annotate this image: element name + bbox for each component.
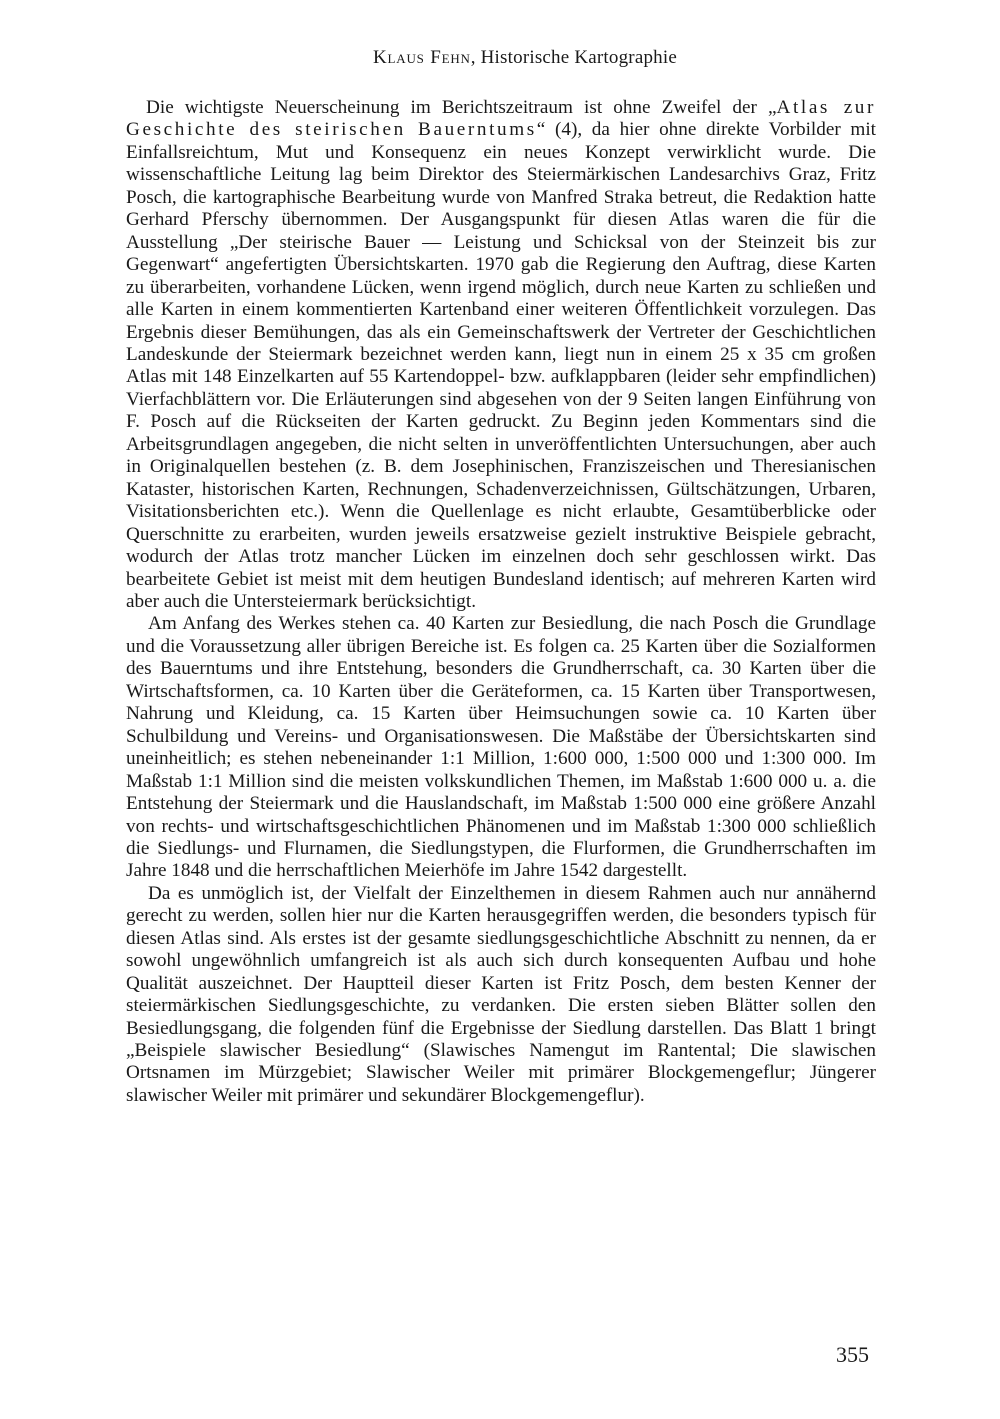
running-head-separator: , (470, 47, 481, 68)
paragraph (126, 97, 876, 613)
paragraph: Am Anfang des Werkes stehen ca. 40 Karten zur Besiedlung, die nach Posch die Grundlage und die Voraussetzung aller übrigen Bereiche ist. Es folgen ca. 25 Karten über die Sozialformen des Bauerntums und ihre Entstehung, besonders die Grundherrschaft, ca. 30 Karten über die Wirtschaftsformen, ca. 10 Karten über die Geräteformen, ca. 15 Karten über Transportwesen, Nahrung und Kleidung, ca. 15 Karten über Heimsuchungen sowie ca. 10 Karten über Schulbildung und Vereins- und Organisationswesen. Die Maßstäbe der Übersichtskarten sind uneinheitlich; es stehen nebeneinander 1:1 Million, 1:600 000, 1:500 000 und 1:300 000. Im Maßstab 1:1 Million sind die meisten volkskundlichen Themen, im Maßstab 1:600 000 u. a. die Entstehung der Steiermark und die Hauslandschaft, im Maßstab 1:500 000 eine größere Anzahl von rechts- und wirtschaftsgeschichtlichen Phänomenen und im Maßstab 1:300 000 schließlich die Siedlungs- und Flurnamen, die Siedlungstypen, die Flurformen, die Grundherrschaften im Jahre 1848 und die herrschaftlichen Meierhöfe im Jahre 1542 dargestellt. (126, 613, 876, 882)
body-text (126, 97, 876, 1107)
atlas-title-emphasis: Atlas zur Geschichte des steirischen Bauerntums (126, 97, 876, 141)
running-head-author: Klaus Fehn (373, 47, 471, 68)
paragraph-rest: “ (4), da hier ohne direkte Vorbilder mit Einfallsreichtum, Mut und Konsequenz ein neues Konzept verwirklicht wurde. Die wissenschaftliche Leitung lag beim Direktor des Steiermärkischen Landesarchivs Graz, Fritz Posch, die kartographische Bearbeitung wurde von Manfred Straka betreut, die Redaktion hatte Gerhard Pferschy übernommen. Der Ausgangspunkt für diesen Atlas waren die für die Ausstellung „Der steirische Bauer — Leistung und Schicksal von der Steinzeit bis zur Gegenwart“ angefertigten Übersichtskarten. 1970 gab die Regierung den Auftrag, diese Karten zu überarbeiten, vorhandene Lücken, wenn irgend möglich, durch neue Karten zu schließen und alle Karten in einem kommentierten Kartenband einer weiteren Öffentlichkeit vorzulegen. Das Ergebnis dieser Bemühungen, das als ein Gemeinschaftswerk der Vertreter der Geschichtlichen Landeskunde der Steiermark bezeichnet werden kann, liegt nun in einem 25 x 35 cm großen Atlas mit 148 Einzelkarten auf 55 Kartendoppel- bzw. aufklappbaren (leider sehr empfindlichen) Vierfachblättern vor. Die Erläuterungen sind abgesehen von der 9 Seiten langen Einführung von F. Posch auf die Rückseiten der Karten gedruckt. Zu Beginn jeden Kommentars sind die Arbeitsgrundlagen angegeben, die nicht selten in unveröffentlichten Untersuchungen, aber auch in Originalquellen bestehen (z. B. dem Josephinischen, Franziszeischen und Theresianischen Kataster, historischen Karten, Rechnungen, Schadenverzeichnissen, Gültschätzungen, Urbaren, Visitationsberichten etc.). Wenn die Quellenlage es nicht erlaubte, Gesamtüberblicke oder Querschnitte zu erarbeiten, wurden jeweils ersatzweise gezielt instruktive Beispiele gebracht, wodurch der Atlas trotz mancher Lücken im einzelnen doch sehr geschlossen wirkt. Das bearbeitete Gebiet ist meist mit dem heutigen Bundesland identisch; auf mehreren Karten wird aber auch die Untersteiermark berücksichtigt. (126, 119, 877, 612)
page-number: 355 (836, 1342, 869, 1367)
paragraph-lead: Die wichtigste Neuerscheinung im Berichtszeitraum ist ohne Zweifel der „ (146, 97, 777, 118)
running-head (0, 47, 1000, 69)
running-head-title: Historische Kartographie (480, 47, 677, 68)
paragraph: Da es unmöglich ist, der Vielfalt der Einzelthemen in diesem Rahmen auch nur annähernd gerecht zu werden, sollen hier nur die Karten herausgegriffen werden, die besonders typisch für diesen Atlas sind. Als erstes ist der gesamte siedlungsgeschichtliche Abschnitt zu nennen, da er sowohl ungewöhnlich umfangreich ist als auch sich durch konsequenten Aufbau und hohe Qualität auszeichnet. Der Hauptteil dieser Karten ist Fritz Posch, dem besten Kenner der steiermärkischen Siedlungsgeschichte, zu verdanken. Die ersten sieben Blätter sollen den Besiedlungsgang, die folgenden fünf die Ergebnisse der Siedlung darstellen. Das Blatt 1 bringt „Beispiele slawischer Besiedlung“ (Slawisches Namengut im Rantental; Die slawischen Ortsnamen im Mürzgebiet; Slawischer Weiler mit primärer Blockgemengeflur; Jüngerer slawischer Weiler mit primärer und sekundärer Blockgemengeflur). (126, 882, 876, 1106)
